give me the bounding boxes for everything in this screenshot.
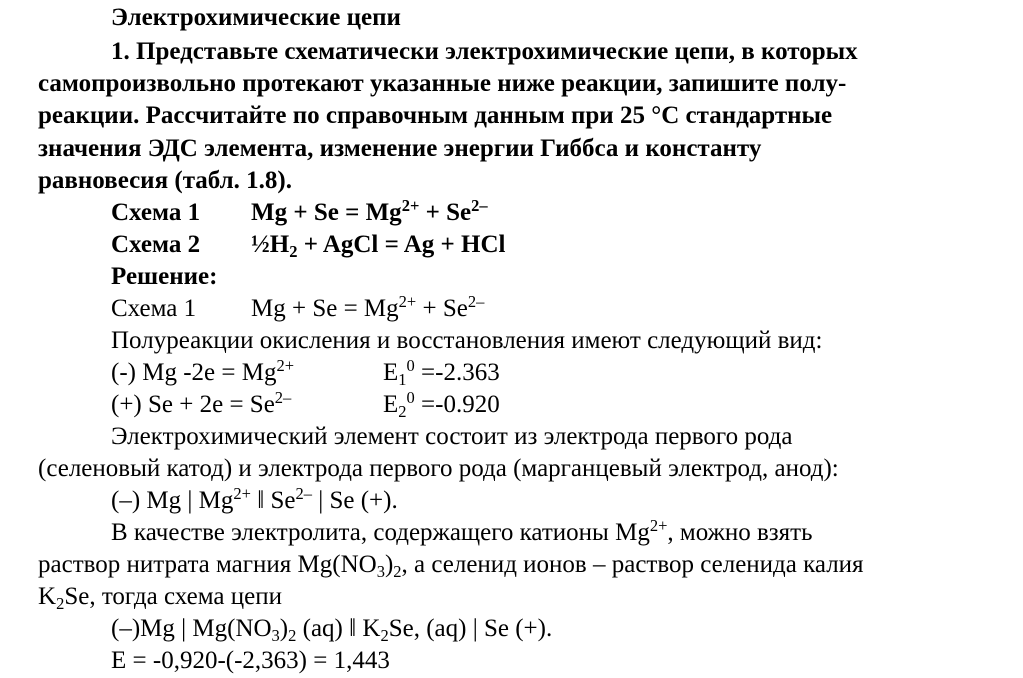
task-line-3: реакции. Рассчитайте по справочным данным при 25 °С стандартные [38, 102, 833, 129]
scheme-1-task: Схема 1 $Mg + Se = Mg^{2+} + Se^{2-}$ [111, 195, 488, 226]
cell-scheme: (–) Mg | $Mg^{2+}$ ‖ $Se^{2-}$ | Se (+). [111, 483, 398, 514]
half-reaction-2: (+) $Se + 2e = Se^{2-}$ $E_2^0 =-0.920$ [111, 387, 500, 421]
task-line-5: равновесия (табл. 1.8). [38, 167, 293, 194]
element-description-2: (селеновый катод) и электрода первого рода (марганцевый электрод, анод): [38, 455, 839, 482]
solution-scheme-1: Схема 1 $Mg + Se = Mg^{2+} + Se^{2-}$ [111, 291, 485, 322]
task-line-4: значения ЭДС элемента, изменение энергии Гиббса и константу [38, 135, 762, 162]
solution-title: Решение: [111, 263, 218, 290]
chain-scheme: (–)Mg | $Mg(NO_3)_2$ (aq) ‖ $K_2Se$, (aq) | Se (+). [111, 615, 553, 645]
element-description-1: Электрохимический элемент состоит из электрода первого рода [111, 423, 793, 450]
section-heading: Электрохимические цепи [111, 4, 401, 31]
task-line-2: самопроизвольно протекают указанные ниже реакции, запишите полу- [38, 70, 847, 97]
emf-calculation: E = -0,920-(-2,363) = 1,443 [111, 647, 390, 674]
scheme-2-task: Схема 2 $\frac{1}{2}H_2$ + AgCl = Ag + HCl [111, 231, 506, 261]
electrolyte-line-1: В качестве электролита, содержащего катионы $Mg^{2+}$, можно взять [111, 515, 813, 546]
half-reaction-1: (-) Mg $-2e = Mg^{2+}$ $E_1^0 =-2.363$ [111, 355, 500, 389]
electrolyte-line-2: раствор нитрата магния $Mg(NO_3)_2$, а селенид ионов – раствор селенида калия [38, 551, 864, 581]
scheme-1-eq-part: Mg + Se = Mg [251, 199, 402, 226]
electrolyte-line-3: $K_2Se$, тогда схема цепи [38, 583, 282, 613]
task-line-1: 1. Представьте схематически электрохимические цепи, в которых [111, 38, 858, 65]
scheme-1-label: Схема 1 [111, 199, 201, 226]
half-reactions-intro: Полуреакции окисления и восстановления имеют следующий вид: [111, 327, 823, 354]
scheme-2-label: Схема 2 [111, 231, 201, 258]
